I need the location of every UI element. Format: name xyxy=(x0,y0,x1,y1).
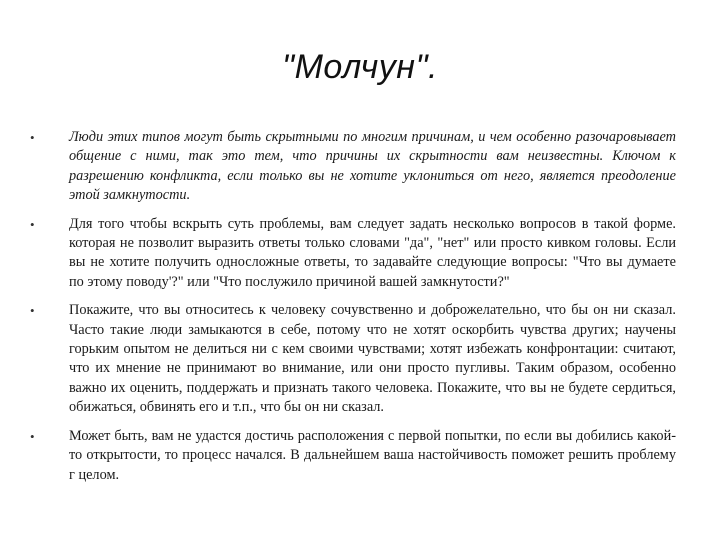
bullet-marker-icon: • xyxy=(30,130,35,145)
bullet-marker-icon: • xyxy=(30,303,35,319)
bullet-text-3: Покажите, что вы относитесь к человеку сочувственно и доброжелательно, что бы он ни сказал. Часто такие люди замыкаются в себе, потому что не хотят оскорбить чувства других; научены горьким опытом не делиться ни с кем своими чувствами; хотят избежать конфронтации: считают, что их мнение не принимают во внимание, или они просто пугливы. Таким образом, особенно важно их оценить, поддержать и признать такого человека. Покажите, что вы не будете сердиться, обижаться, обвинять его и т.п., что бы он ни сказал. xyxy=(69,302,676,416)
bullet-text-1: Люди этих типов могут быть скрытными по многим причинам, и чем особенно разочаровывает общение с ними, так это тем, что причины их скрытности вам неизвестны. Ключом к разрешению конфликта, если только вы не хотите уклониться от него, является преодоление этой замкнутости. xyxy=(69,129,676,204)
bullet-marker-icon: • xyxy=(30,216,35,232)
bullet-text-4: Может быть, вам не удастся достичь расположения с первой попытки, по если вы добились какой-то открытости, то процесс начался. В дальнейшем ваша настойчивость поможет решить проблему г целом. xyxy=(69,427,676,483)
bullet-text-2: Для того чтобы вскрыть суть проблемы, вам следует задать несколько вопросов в такой форме. которая не позволит выразить ответы только словами "да", "нет" или просто кивком головы. Если вы не хотите получить односложные ответы, то задавайте следующие вопросы: "Что вы думаете по этому поводу'?" или "Что послужило причиной вашей замкнутости?" xyxy=(69,215,676,290)
bullet-list xyxy=(30,128,676,494)
bullet-item-4 xyxy=(30,427,676,485)
bullet-item-3 xyxy=(30,301,676,417)
slide-title: "Молчун". xyxy=(282,48,438,86)
bullet-item-1 xyxy=(30,128,676,206)
bullet-marker-icon: • xyxy=(30,428,35,444)
bullet-item-2 xyxy=(30,215,676,293)
